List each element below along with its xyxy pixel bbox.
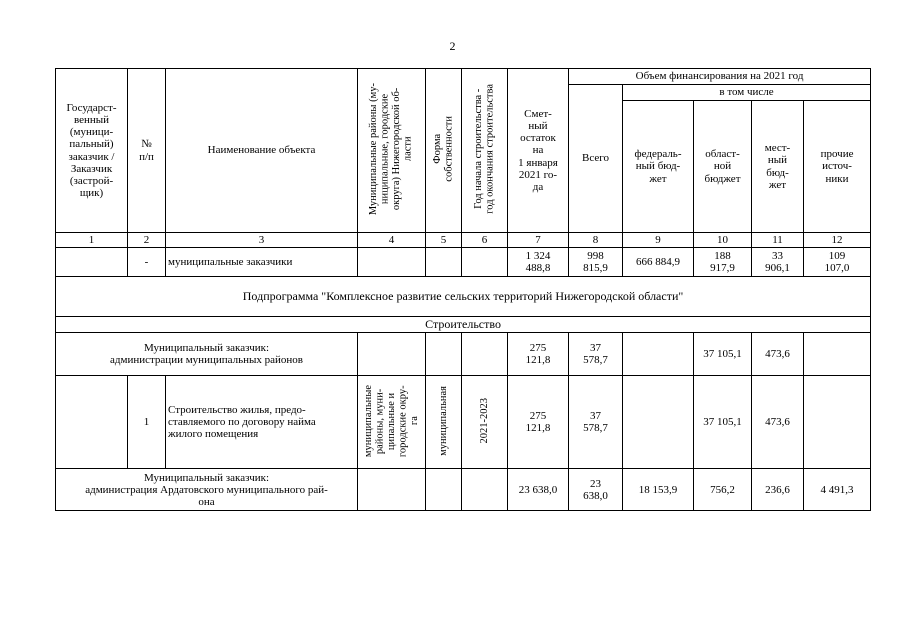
ownership-text: муниципальная [437,385,449,456]
ownership-cell [426,376,462,469]
subprogram-row [56,277,871,317]
header-object-name: Наименование объекта [166,69,358,233]
page-number: 2 [449,39,456,53]
years-cell [462,376,508,469]
federal-value: 18 153,9 [623,469,694,511]
column-number: 8 [569,233,623,248]
local-value: 33 906,1 [752,248,804,277]
regional-value: 37 105,1 [694,376,752,469]
regional-value: 756,2 [694,469,752,511]
header-funding: Объем финансирования на 2021 год [569,69,871,85]
header-total: Всего [569,85,623,233]
balance-value: 23 638,0 [508,469,569,511]
column-number-row [56,233,871,248]
cell-empty [56,248,128,277]
column-number: 12 [804,233,871,248]
cell-empty [358,333,426,376]
balance-value: 275 121,8 [508,333,569,376]
header-other: прочие источ- ники [804,101,871,233]
header-federal: федераль- ный бюд- жет [623,101,694,233]
header-ownership [426,69,462,233]
cell-empty [426,248,462,277]
ardatov-row [56,469,871,511]
header-customer: Государст- венный (муници- пальный) заказчик / Заказчик (застрой- щик) [56,69,128,233]
housing-row [56,376,871,469]
cell-empty [623,376,694,469]
total-value: 37 578,7 [569,333,623,376]
column-number: 5 [426,233,462,248]
construction-row [56,317,871,333]
cell-empty [623,333,694,376]
cell-empty [426,469,462,511]
other-value: 4 491,3 [804,469,871,511]
column-number: 3 [166,233,358,248]
balance-value: 275 121,8 [508,376,569,469]
header-districts [358,69,426,233]
header-years-text: Год начала строительства - год окончания строительства [472,84,496,214]
cell-empty [426,333,462,376]
districts-text: муниципальные районы, муни- ципальные и городские окру- га [362,384,420,457]
cell-empty [56,376,128,469]
total-value: 998 815,9 [569,248,623,277]
cell-empty [462,333,508,376]
total-value: 23 638,0 [569,469,623,511]
balance-value: 1 324 488,8 [508,248,569,277]
column-number: 1 [56,233,128,248]
column-number: 7 [508,233,569,248]
customer-label: Муниципальный заказчик: администрация Ардатовского муниципального рай- она [56,469,358,511]
header-row-1 [56,69,871,85]
header-number: № п/п [128,69,166,233]
cell-empty [462,469,508,511]
header-districts-text: Муниципальные районы (му- ниципальные, городские округа) Нижегородской об- ласти [368,82,415,216]
row-number: - [128,248,166,277]
header-ownership-text: Форма собственности [431,116,455,182]
subprogram-title: Подпрограмма "Комплексное развитие сельских территорий Нижегородской области" [56,277,871,317]
column-number: 10 [694,233,752,248]
local-value: 473,6 [752,376,804,469]
customer-districts-row [56,333,871,376]
local-value: 473,6 [752,333,804,376]
header-including: в том числе [623,85,871,101]
total-value: 37 578,7 [569,376,623,469]
cell-empty [804,376,871,469]
row-name: Строительство жилья, предо- ставляемого по договору найма жилого помещения [166,376,358,469]
regional-value: 188 917,9 [694,248,752,277]
municipal-customers-row [56,248,871,277]
column-number: 4 [358,233,426,248]
customer-label: Муниципальный заказчик: администрации муниципальных районов [56,333,358,376]
cell-empty [462,248,508,277]
local-value: 236,6 [752,469,804,511]
header-regional: област- ной бюджет [694,101,752,233]
years-text: 2021-2023 [478,397,490,444]
regional-value: 37 105,1 [694,333,752,376]
construction-title: Строительство [56,317,871,333]
districts-cell [358,376,426,469]
row-number: 1 [128,376,166,469]
cell-empty [804,333,871,376]
header-balance: Смет- ный остаток на 1 января 2021 го- да [508,69,569,233]
column-number: 11 [752,233,804,248]
cell-empty [358,469,426,511]
financing-table [55,68,871,511]
column-number: 2 [128,233,166,248]
column-number: 9 [623,233,694,248]
header-years [462,69,508,233]
row-name: муниципальные заказчики [166,248,358,277]
header-local: мест- ный бюд- жет [752,101,804,233]
other-value: 109 107,0 [804,248,871,277]
federal-value: 666 884,9 [623,248,694,277]
column-number: 6 [462,233,508,248]
cell-empty [358,248,426,277]
